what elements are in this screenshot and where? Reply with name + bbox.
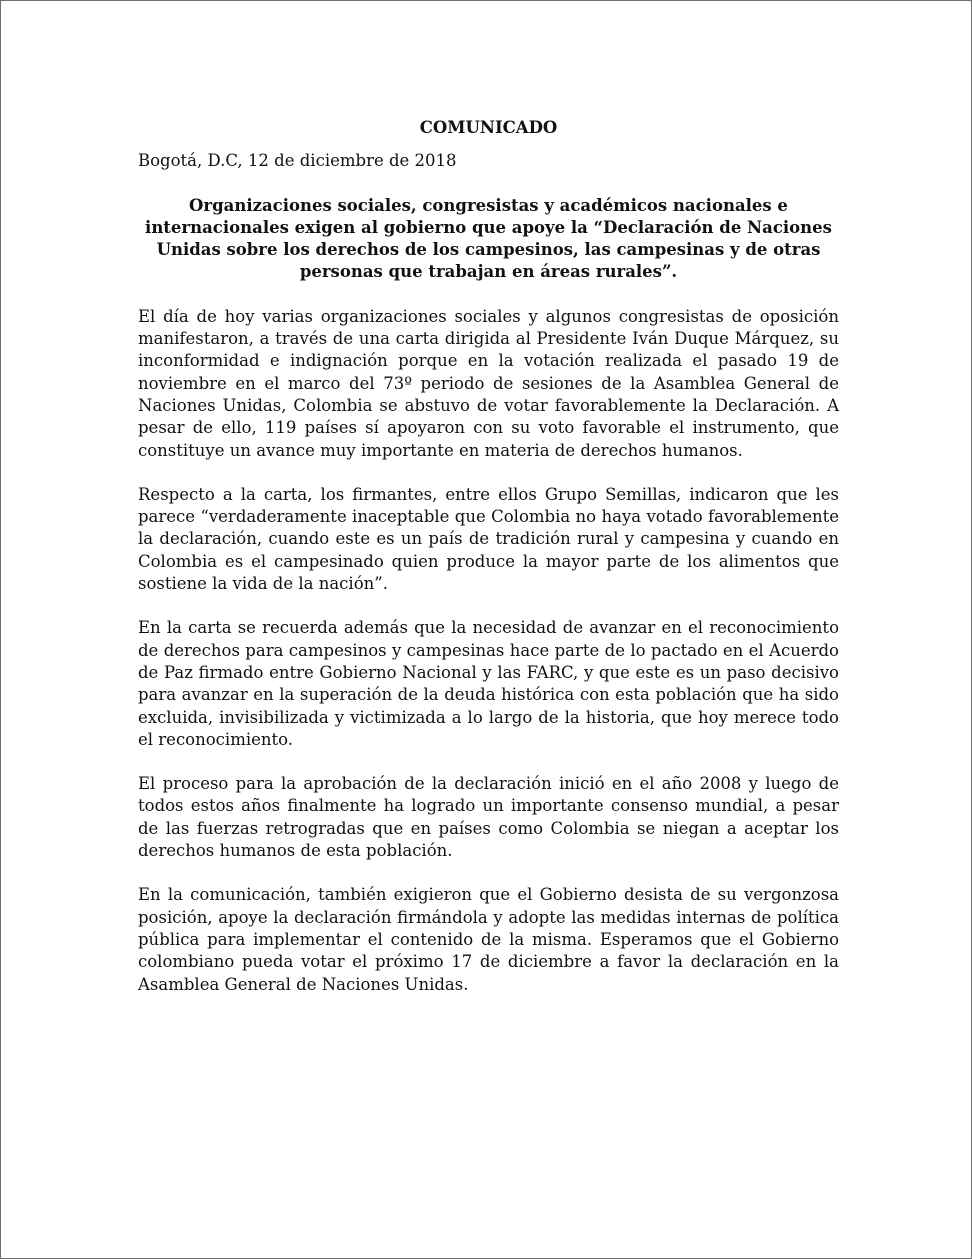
document-body (138, 117, 839, 1018)
headline: Organizaciones sociales, congresistas y académicos nacionales e internacionales exigen al gobierno que apoye la “Declaración de Naciones Unidas sobre los derechos de los campesinos, las campesinas y de otras personas que trabajan en áreas rurales”. (145, 195, 832, 282)
document-title: COMUNICADO (419, 118, 558, 137)
paragraph-3: En la carta se recuerda además que la necesidad de avanzar en el reconocimiento de derechos para campesinos y campesinas hace parte de lo pactado en el Acuerdo de Paz firmado entre Gobierno Nacional y las FARC, y que este es un paso decisivo para avanzar en la superación de la deuda histórica con esta población que ha sido excluida, invisibilizada y victimizada a lo largo de la historia, que hoy merece todo el reconocimiento. (138, 618, 839, 749)
paragraph-2: Respecto a la carta, los firmantes, entre ellos Grupo Semillas, indicaron que les parece “verdaderamente inaceptable que Colombia no haya votado favorablemente la declaración, cuando este es un país de tradición rural y campesina y cuando en Colombia es el campesinado quien produce la mayor parte de los alimentos que sostiene la vida de la nación”. (138, 484, 839, 594)
paragraph-5: En la comunicación, también exigieron que el Gobierno desista de su vergonzosa posición, apoye la declaración firmándola y adopte las medidas internas de política pública para implementar el contenido de la misma. Esperamos que el Gobierno colombiano pueda votar el próximo 17 de diciembre a favor la declaración en la Asamblea General de Naciones Unidas. (138, 885, 839, 994)
date-line: Bogotá, D.C, 12 de diciembre de 2018 (138, 151, 457, 171)
paragraph-1: El día de hoy varias organizaciones sociales y algunos congresistas de oposición manifestaron, a través de una carta dirigida al Presidente Iván Duque Márquez, su inconformidad e indignación porque en la votación realizada el pasado 19 de noviembre en el marco del 73º periodo de sesiones de la Asamblea General de Naciones Unidas, Colombia se abstuvo de votar favorablemente la Declaración. A pesar de ello, 119 países sí apoyaron con su voto favorable el instrumento, que constituye un avance muy importante en materia de derechos humanos. (138, 306, 839, 460)
paragraph-4: El proceso para la aprobación de la declaración inició en el año 2008 y luego de todos estos años finalmente ha logrado un importante consenso mundial, a pesar de las fuerzas retrogradas que en países como Colombia se niegan a aceptar los derechos humanos de esta población. (138, 774, 839, 861)
